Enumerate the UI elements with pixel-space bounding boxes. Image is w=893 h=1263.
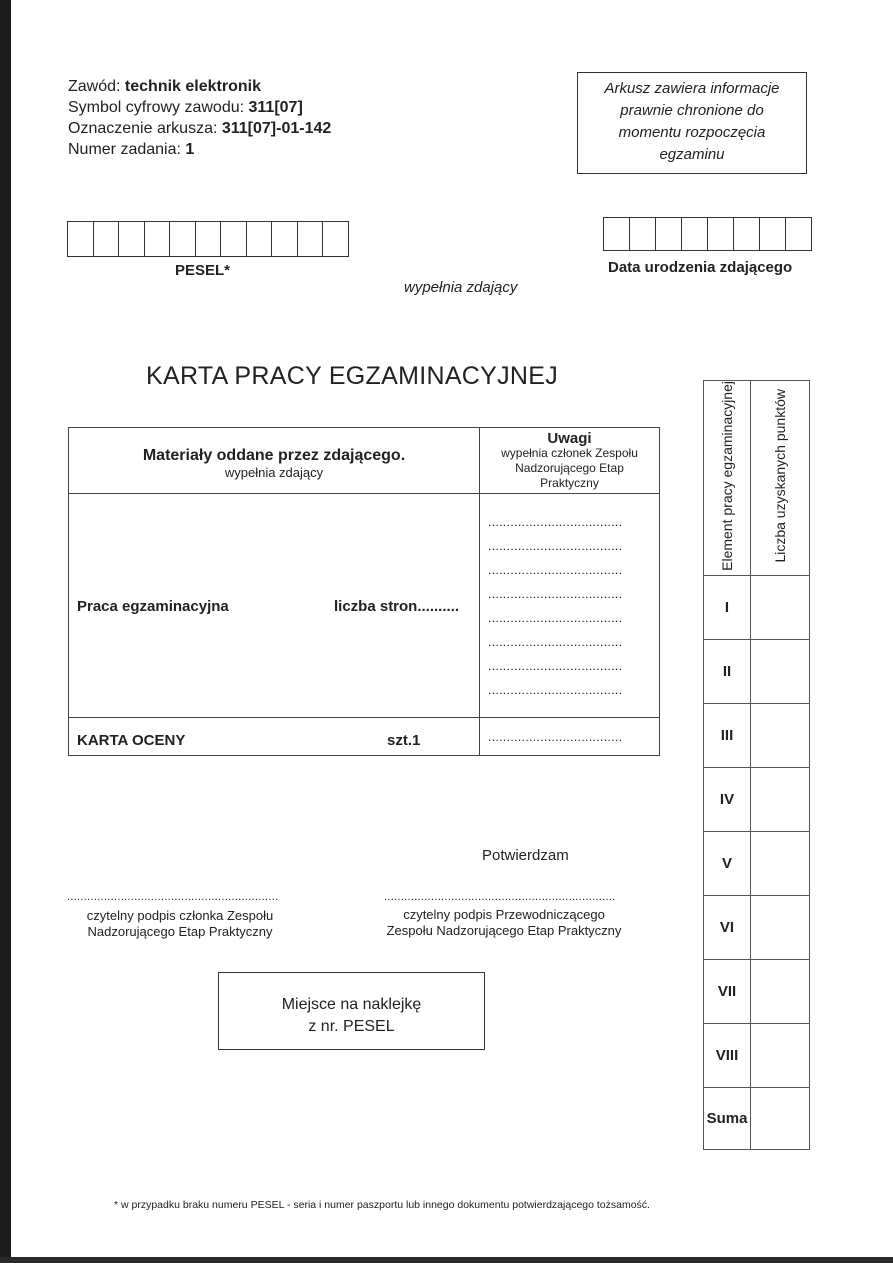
pesel-digit-box[interactable] xyxy=(68,222,94,256)
remark-line: .................................... xyxy=(488,562,623,577)
scoring-col-element xyxy=(704,381,751,576)
scoring-points-cell[interactable] xyxy=(751,895,810,959)
sheet-code-value: 311[07]-01-142 xyxy=(221,120,332,137)
exam-work-label: Praca egzaminacyjna xyxy=(77,598,229,615)
remark-line: .................................... xyxy=(488,729,623,744)
birthdate-digit-box[interactable] xyxy=(734,218,760,250)
sticker-line: z nr. PESEL xyxy=(308,1018,395,1035)
page-title: KARTA PRACY EGZAMINACYJNEJ xyxy=(146,362,559,390)
scoring-row-label: IV xyxy=(704,767,751,831)
scoring-points-cell[interactable] xyxy=(751,703,810,767)
materials-table xyxy=(68,427,660,756)
birthdate-digit-box[interactable] xyxy=(604,218,630,250)
pesel-digit-box[interactable] xyxy=(272,222,298,256)
caption-line: Nadzorującego Etap Praktyczny xyxy=(87,924,273,939)
pesel-sticker-area xyxy=(218,972,485,1050)
grade-card-label: KARTA OCENY xyxy=(77,732,186,749)
remark-line: .................................... xyxy=(488,538,623,553)
remark-line: .................................... xyxy=(488,610,623,625)
confidential-notice xyxy=(577,72,807,174)
footnote: * w przypadku braku numeru PESEL - seria i numer paszportu lub innego dokumentu potwierdzającego tożsamość. xyxy=(114,1199,650,1211)
signature-caption-right xyxy=(376,907,632,939)
confirm-label: Potwierdzam xyxy=(482,847,569,864)
scoring-row-label: I xyxy=(704,575,751,639)
notice-line: momentu rozpoczęcia xyxy=(618,124,766,141)
task-number-value: 1 xyxy=(185,141,195,158)
remark-line: .................................... xyxy=(488,514,623,529)
scoring-sum-label: Suma xyxy=(704,1087,751,1149)
notice-line: prawnie chronione do xyxy=(620,102,764,119)
grade-card-count: szt.1 xyxy=(387,732,421,749)
birthdate-digit-box[interactable] xyxy=(760,218,786,250)
caption-line: czytelny podpis członka Zespołu xyxy=(86,908,274,923)
birthdate-digit-box[interactable] xyxy=(786,218,812,250)
signature-line-right[interactable]: ..................................................................... xyxy=(384,891,616,903)
scoring-row-label: II xyxy=(704,639,751,703)
pesel-input[interactable] xyxy=(67,221,349,257)
scoring-points-cell[interactable] xyxy=(751,639,810,703)
remark-line: .................................... xyxy=(488,586,623,601)
materials-heading: Materiały oddane przez zdającego. xyxy=(142,447,406,464)
pesel-digit-box[interactable] xyxy=(145,222,171,256)
scoring-col-points xyxy=(751,381,810,576)
birthdate-digit-box[interactable] xyxy=(708,218,734,250)
materials-header-cell xyxy=(69,428,480,494)
birthdate-label: Data urodzenia zdającego xyxy=(608,259,793,276)
scoring-points-cell[interactable] xyxy=(751,1023,810,1087)
pesel-digit-box[interactable] xyxy=(94,222,120,256)
scoring-col-points-label: Liczba uzyskanych punktów xyxy=(772,389,788,563)
birthdate-digit-box[interactable] xyxy=(682,218,708,250)
sticker-line: Miejsce na naklejkę xyxy=(281,996,422,1013)
signature-caption-left xyxy=(60,908,300,940)
scoring-points-cell[interactable] xyxy=(751,831,810,895)
scoring-points-cell[interactable] xyxy=(751,767,810,831)
pesel-digit-box[interactable] xyxy=(221,222,247,256)
remarks-subheading: wypełnia członek Zespołu Nadzorującego Etap Praktyczny xyxy=(501,445,638,490)
scoring-points-cell[interactable] xyxy=(751,575,810,639)
remarks-heading: Uwagi xyxy=(547,429,592,447)
scan-edge-left xyxy=(0,0,11,1263)
birthdate-input[interactable] xyxy=(603,217,812,251)
scoring-row-label: III xyxy=(704,703,751,767)
birthdate-digit-box[interactable] xyxy=(630,218,656,250)
notice-line: Arkusz zawiera informacje xyxy=(604,80,780,97)
sheet-code-label: Oznaczenie arkusza: xyxy=(68,120,218,137)
scoring-row-label: VII xyxy=(704,959,751,1023)
scoring-row-label: V xyxy=(704,831,751,895)
symbol-value: 311[07] xyxy=(248,99,303,116)
pesel-digit-box[interactable] xyxy=(119,222,145,256)
remark-line: .................................... xyxy=(488,658,623,673)
signature-line-left[interactable]: ............................................................... xyxy=(67,891,279,903)
pesel-label: PESEL* xyxy=(175,262,231,279)
notice-line: egzaminu xyxy=(659,146,725,163)
pesel-digit-box[interactable] xyxy=(170,222,196,256)
pesel-digit-box[interactable] xyxy=(298,222,324,256)
pesel-digit-box[interactable] xyxy=(247,222,273,256)
pesel-digit-box[interactable] xyxy=(196,222,222,256)
scoring-row-label: VIII xyxy=(704,1023,751,1087)
materials-subheading: wypełnia zdający xyxy=(224,465,324,480)
exam-work-row xyxy=(69,494,480,718)
remarks-header-cell xyxy=(480,428,660,494)
remark-line: .................................... xyxy=(488,682,623,697)
exam-work-remarks[interactable] xyxy=(480,494,660,718)
grade-card-remarks[interactable] xyxy=(480,718,660,756)
task-number-label: Numer zadania: xyxy=(68,141,181,158)
caption-line: czytelny podpis Przewodniczącego xyxy=(403,907,605,922)
pesel-digit-box[interactable] xyxy=(323,222,349,256)
profession-value: technik elektronik xyxy=(124,78,261,95)
birthdate-digit-box[interactable] xyxy=(656,218,682,250)
symbol-label: Symbol cyfrowy zawodu: xyxy=(68,99,245,116)
remark-line: .................................... xyxy=(488,634,623,649)
scoring-col-element-label: Element pracy egzaminacyjnej xyxy=(719,381,735,571)
exam-header xyxy=(68,76,331,160)
scan-edge-bottom xyxy=(0,1257,893,1263)
scoring-points-cell[interactable] xyxy=(751,959,810,1023)
scoring-row-label: VI xyxy=(704,895,751,959)
scoring-table xyxy=(703,380,810,1150)
page-count-field[interactable]: liczba stron.......... xyxy=(334,598,460,615)
caption-line: Zespołu Nadzorującego Etap Praktyczny xyxy=(386,923,622,938)
grade-card-row xyxy=(69,718,480,756)
profession-label: Zawód: xyxy=(68,78,121,95)
filled-by-candidate-note: wypełnia zdający xyxy=(404,279,518,296)
scoring-sum-cell[interactable] xyxy=(751,1087,810,1149)
